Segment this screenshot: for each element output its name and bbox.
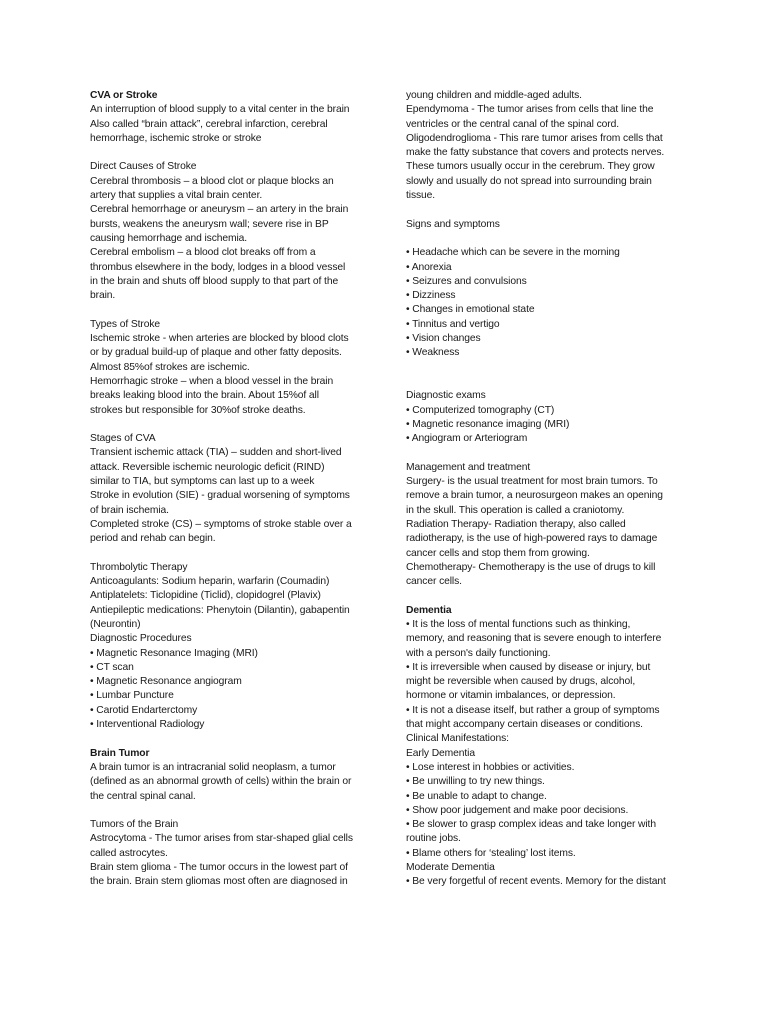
text-line: tissue. bbox=[406, 190, 436, 202]
text-line: Radiation Therapy- Radiation therapy, also called bbox=[406, 518, 626, 530]
text-line: bursts, weakens the aneurysm wall; severe rise in BP bbox=[90, 218, 329, 230]
text-line: similar to TIA, but symptoms can last up to a week bbox=[90, 476, 315, 488]
text-line: These tumors usually occur in the cerebrum. They grow bbox=[406, 161, 655, 173]
text-line: might be reversible when caused by drugs, alcohol, bbox=[406, 676, 636, 688]
text-line: • Changes in emotional state bbox=[406, 304, 535, 316]
text-line: artery that supplies a vital brain center. bbox=[90, 190, 263, 202]
text-line: Transient ischemic attack (TIA) – sudden and short-lived bbox=[90, 447, 342, 459]
text-line: Completed stroke (CS) – symptoms of stroke stable over a bbox=[90, 518, 352, 530]
text-line: • Carotid Endarterctomy bbox=[90, 704, 198, 716]
text-line: Stroke in evolution (SIE) - gradual worsening of symptoms bbox=[90, 490, 350, 502]
text-line: Clinical Manifestations: bbox=[406, 733, 509, 745]
text-line: make the fatty substance that covers and protects nerves. bbox=[406, 147, 665, 159]
blank-line bbox=[90, 146, 366, 160]
blank-line bbox=[90, 418, 366, 432]
text-line: Direct Causes of Stroke bbox=[90, 161, 197, 173]
text-line: Stages of CVA bbox=[90, 433, 156, 445]
text-line: • Show poor judgement and make poor decisions. bbox=[406, 804, 629, 816]
text-line: in the brain and shuts off blood supply to that part of the bbox=[90, 275, 339, 287]
text-line: hormone or vitamin imbalances, or depression. bbox=[406, 690, 616, 702]
text-line: slowly and usually do not spread into surrounding brain bbox=[406, 175, 652, 187]
text-line: • Headache which can be severe in the morning bbox=[406, 247, 620, 259]
text-line: of brain ischemia. bbox=[90, 504, 169, 516]
text-line: hemorrhage, ischemic stroke or stroke bbox=[90, 132, 262, 144]
text-line: the brain. Brain stem gliomas most often are diagnosed in bbox=[90, 876, 348, 888]
left-column bbox=[90, 89, 366, 890]
text-line: • It is the loss of mental functions such as thinking, bbox=[406, 618, 631, 630]
text-line: • Be unwilling to try new things. bbox=[406, 776, 545, 788]
right-column bbox=[406, 89, 680, 890]
blank-line bbox=[406, 446, 680, 460]
text-line: • Angiogram or Arteriogram bbox=[406, 433, 528, 445]
blank-line bbox=[90, 547, 366, 561]
text-line: • Lumbar Puncture bbox=[90, 690, 174, 702]
text-line: Signs and symptoms bbox=[406, 218, 500, 230]
text-line: Moderate Dementia bbox=[406, 862, 495, 874]
text-line: Cerebral thrombosis – a blood clot or plaque blocks an bbox=[90, 175, 334, 187]
text-line: • Blame others for ‘stealing’ lost items. bbox=[406, 847, 576, 859]
section-heading: Dementia bbox=[406, 604, 452, 616]
text-line: • Be unable to adapt to change. bbox=[406, 790, 547, 802]
blank-line bbox=[90, 732, 366, 746]
text-line: • Seizures and convulsions bbox=[406, 275, 527, 287]
text-line: memory, and reasoning that is severe enough to interfere bbox=[406, 633, 662, 645]
text-line: Cerebral hemorrhage or aneurysm – an artery in the brain bbox=[90, 204, 349, 216]
text-line: period and rehab can begin. bbox=[90, 533, 216, 545]
text-line: attack. Reversible ischemic neurologic deficit (RIND) bbox=[90, 461, 325, 473]
text-line: the central spinal canal. bbox=[90, 790, 196, 802]
text-line: An interruption of blood supply to a vital center in the brain bbox=[90, 104, 350, 116]
blank-line bbox=[406, 361, 680, 375]
text-line: • Lose interest in hobbies or activities. bbox=[406, 761, 575, 773]
text-line: cancer cells and stop them from growing. bbox=[406, 547, 590, 559]
text-line: radiotherapy, is the use of high-powered rays to damage bbox=[406, 533, 658, 545]
text-line: (Neurontin) bbox=[90, 618, 141, 630]
text-line: routine jobs. bbox=[406, 833, 461, 845]
text-line: Ischemic stroke - when arteries are blocked by blood clots bbox=[90, 333, 349, 345]
text-line: Astrocytoma - The tumor arises from star-shaped glial cells bbox=[90, 833, 353, 845]
text-line: • It is not a disease itself, but rather a group of symptoms bbox=[406, 704, 660, 716]
text-line: breaks leaking blood into the brain. About 15%of all bbox=[90, 390, 319, 402]
text-line: A brain tumor is an intracranial solid neoplasm, a tumor bbox=[90, 761, 336, 773]
text-line: • It is irreversible when caused by disease or injury, but bbox=[406, 661, 651, 673]
text-line: Diagnostic Procedures bbox=[90, 633, 192, 645]
text-line: Antiplatelets: Ticlopidine (Ticlid), clopidogrel (Plavix) bbox=[90, 590, 321, 602]
blank-line bbox=[406, 203, 680, 217]
text-line: ventricles or the central canal of the spinal cord. bbox=[406, 118, 619, 130]
text-line: Anticoagulants: Sodium heparin, warfarin (Coumadin) bbox=[90, 576, 330, 588]
text-line: • Dizziness bbox=[406, 290, 456, 302]
text-line: with a person's daily functioning. bbox=[406, 647, 551, 659]
text-line: called astrocytes. bbox=[90, 847, 168, 859]
text-line: Types of Stroke bbox=[90, 318, 161, 330]
text-line: Management and treatment bbox=[406, 461, 531, 473]
text-line: • Weakness bbox=[406, 347, 460, 359]
text-line: Thrombolytic Therapy bbox=[90, 561, 188, 573]
text-line: • Vision changes bbox=[406, 333, 481, 345]
text-line: remove a brain tumor, a neurosurgeon makes an opening bbox=[406, 490, 663, 502]
text-line: Brain stem glioma - The tumor occurs in the lowest part of bbox=[90, 862, 348, 874]
text-line: in the skull. This operation is called a craniotomy. bbox=[406, 504, 625, 516]
blank-line bbox=[90, 303, 366, 317]
section-heading: Brain Tumor bbox=[90, 747, 150, 759]
text-line: • Be very forgetful of recent events. Memory for the distant bbox=[406, 876, 666, 888]
text-line: Early Dementia bbox=[406, 747, 475, 759]
text-line: • Anorexia bbox=[406, 261, 452, 273]
text-line: • Be slower to grasp complex ideas and take longer with bbox=[406, 819, 656, 831]
text-line: • Interventional Radiology bbox=[90, 719, 205, 731]
text-line: Diagnostic exams bbox=[406, 390, 486, 402]
text-line: Tumors of the Brain bbox=[90, 819, 179, 831]
text-line: (defined as an abnormal growth of cells) within the brain or bbox=[90, 776, 352, 788]
text-line: • Tinnitus and vertigo bbox=[406, 318, 500, 330]
text-line: Antiepileptic medications: Phenytoin (Dilantin), gabapentin bbox=[90, 604, 350, 616]
text-line: causing hemorrhage and ischemia. bbox=[90, 232, 248, 244]
blank-line bbox=[406, 375, 680, 389]
blank-line bbox=[90, 804, 366, 818]
text-line: Also called “brain attack”, cerebral infarction, cerebral bbox=[90, 118, 328, 130]
text-line: brain. bbox=[90, 290, 116, 302]
text-line: Chemotherapy- Chemotherapy is the use of drugs to kill bbox=[406, 561, 656, 573]
text-line: • CT scan bbox=[90, 661, 134, 673]
text-line: strokes but responsible for 30%of stroke deaths. bbox=[90, 404, 306, 416]
text-line: Cerebral embolism – a blood clot breaks off from a bbox=[90, 247, 316, 259]
text-line: Ependymoma - The tumor arises from cells that line the bbox=[406, 104, 654, 116]
text-line: Surgery- is the usual treatment for most brain tumors. To bbox=[406, 476, 658, 488]
text-line: cancer cells. bbox=[406, 576, 462, 588]
text-line: or by gradual build-up of plaque and other fatty deposits. bbox=[90, 347, 342, 359]
text-line: young children and middle-aged adults. bbox=[406, 90, 582, 101]
text-line: Hemorrhagic stroke – when a blood vessel in the brain bbox=[90, 375, 334, 387]
section-heading: CVA or Stroke bbox=[90, 90, 158, 101]
blank-line bbox=[406, 232, 680, 246]
text-line: • Magnetic Resonance Imaging (MRI) bbox=[90, 647, 258, 659]
text-line: that might accompany certain diseases or conditions. bbox=[406, 719, 643, 731]
text-line: • Magnetic Resonance angiogram bbox=[90, 676, 242, 688]
blank-line bbox=[406, 589, 680, 603]
text-line: • Magnetic resonance imaging (MRI) bbox=[406, 418, 570, 430]
text-line: Almost 85%of strokes are ischemic. bbox=[90, 361, 250, 373]
text-line: Oligodendroglioma - This rare tumor arises from cells that bbox=[406, 132, 663, 144]
text-line: • Computerized tomography (CT) bbox=[406, 404, 555, 416]
text-line: thrombus elsewhere in the body, lodges in a blood vessel bbox=[90, 261, 346, 273]
